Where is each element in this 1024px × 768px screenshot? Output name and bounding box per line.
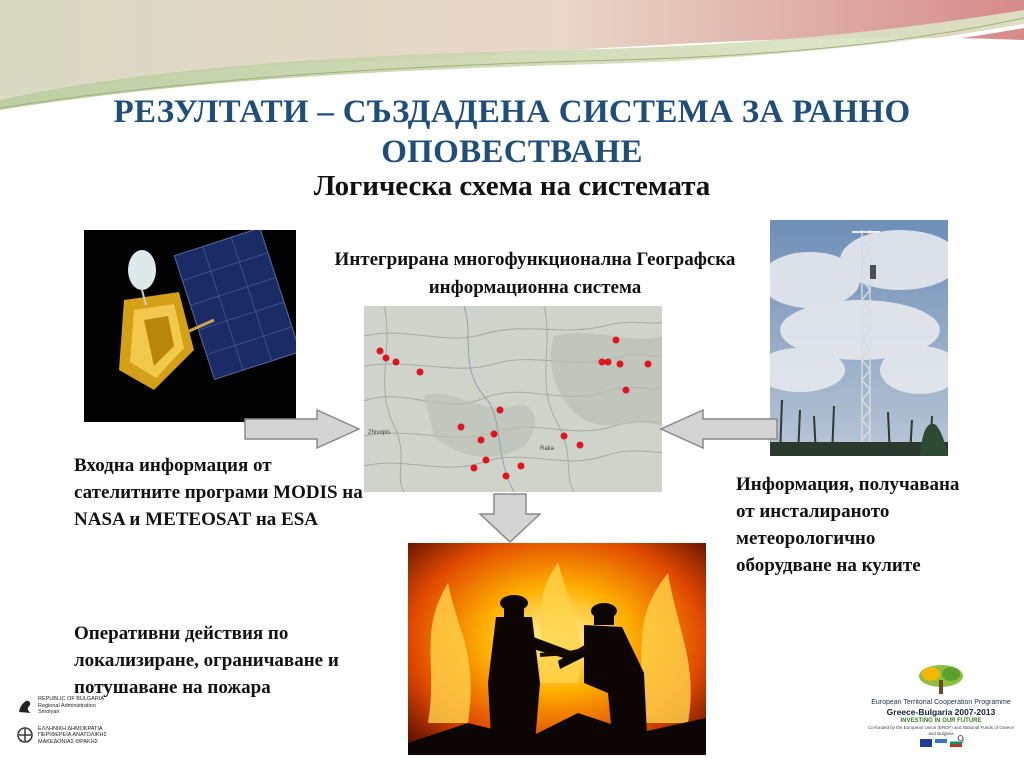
programme-line-1: European Territorial Cooperation Programme xyxy=(871,699,1011,706)
bulgaria-line-1: REPUBLIC OF BULGARIA xyxy=(38,696,105,702)
arrow-down-icon xyxy=(478,492,542,544)
eu-flag-icon xyxy=(920,739,932,747)
greek-emblem-icon xyxy=(16,726,34,744)
satellite-input-text: Входна информация от сателитните програми MODIS на NASA и METEOSAT на ESA xyxy=(74,455,363,530)
slide-subtitle: Логическа схема на системата xyxy=(313,170,711,202)
map-label-zhivopis: Zhivopis xyxy=(368,430,391,436)
greece-line-2: ΠΕΡΙΦΕΡΕΙΑ ΑΝΑΤΟΛΙΚΗΣ xyxy=(38,732,107,738)
greece-logo xyxy=(16,726,136,746)
programme-line-3: INVESTING IN OUR FUTURE xyxy=(900,718,982,724)
slide-title: РЕЗУЛТАТИ – СЪЗДАДЕНА СИСТЕМА ЗА РАННО ОПОВЕСТВАНЕ xyxy=(113,94,911,170)
firefighters-image xyxy=(408,543,706,755)
tower-info-text: Информация, получавана от инсталираното метеорологично оборудване на кулите xyxy=(736,474,960,576)
operations-text: Оперативни действия по локализиране, ограничаване и потушаване на пожара xyxy=(74,623,339,698)
gis-label: Интегрирана многофункционална Географска информационна система xyxy=(334,249,736,298)
greece-line-3: ΜΑΚΕΔΟΝΙΑΣ-ΘΡΑΚΗΣ xyxy=(38,738,99,745)
bulgaria-logo xyxy=(16,696,136,716)
satellite-image xyxy=(84,230,296,422)
page-number: 9 xyxy=(957,732,965,747)
gis-map xyxy=(364,306,662,492)
arrow-right-icon xyxy=(243,408,361,450)
greece-flag-icon xyxy=(935,739,947,747)
partner-logos-left xyxy=(16,696,136,760)
bulgaria-line-3: Smolyan xyxy=(38,709,60,715)
map-label-raka: Raka xyxy=(540,446,555,452)
weather-tower-image xyxy=(770,220,948,456)
bulgaria-line-2: Regional Administration xyxy=(38,702,96,709)
tree-logo-icon xyxy=(911,662,971,696)
lion-emblem-icon xyxy=(16,697,34,715)
arrow-left-icon xyxy=(659,408,779,450)
programme-line-2: Greece-Bulgaria 2007-2013 xyxy=(886,707,996,717)
programme-logo xyxy=(866,658,1016,762)
greece-line-1: ΕΛΛΗΝΙΚΗ ΔΗΜΟΚΡΑΤΙΑ xyxy=(38,725,103,732)
programme-line-4: Co-funded by the European Union (ERDF) and National Funds of Greece and Bulgaria xyxy=(867,725,1015,736)
flags-row xyxy=(866,739,1016,747)
